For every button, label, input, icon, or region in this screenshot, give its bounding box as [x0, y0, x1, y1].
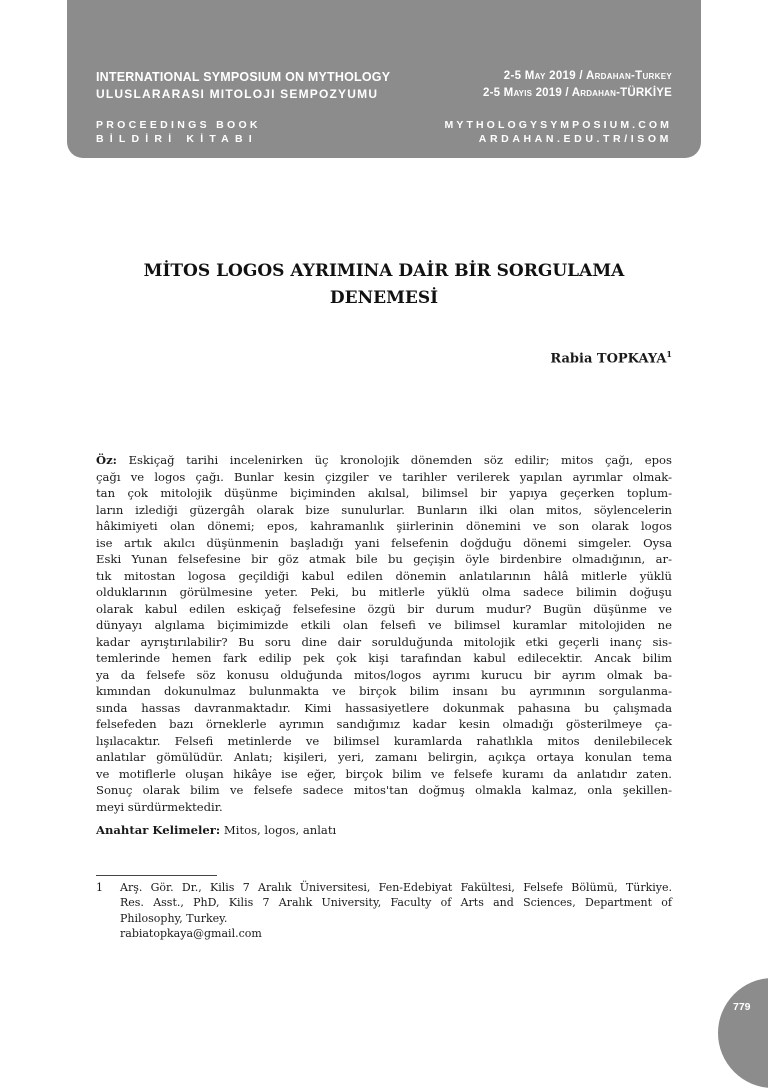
footnote-email: rabiatopkaya@gmail.com [120, 926, 262, 940]
author-name-text: Rabia TOPKAYA [550, 351, 667, 367]
page-number: 779 [733, 1001, 751, 1013]
abstract-line: tık mitostan logosa geçildiği kabul edilen dönemin anlatılarının hâlâ mitlerle yüklü [96, 568, 672, 583]
abstract-line: felsefeden bazı örneklerle ayrımın sandığımız kadar kesin olmadığı gösterilmeye ça- [96, 717, 672, 731]
footnote-body [120, 880, 672, 941]
footnote-line: Res. Asst., PhD, Kilis 7 Aralık University, Faculty of Arts and Sciences, Department of [120, 896, 672, 910]
footnote-divider [96, 875, 217, 876]
abstract-line: ve motiflerle oluşan hikâye ise eğer, birçok bilim ve felsefe kuramı da anlatıdır zaten. [96, 766, 672, 781]
author-footnote-marker: 1 [666, 349, 672, 359]
abstract-line: meyi sürdürmektedir. [96, 799, 223, 814]
abstract-label: Öz: [96, 453, 117, 467]
footnote-line: Arş. Gör. Dr., Kilis 7 Aralık Üniversitesi, Fen-Edebiyat Fakültesi, Felsefe Bölümü, Türkiye. [120, 881, 672, 894]
keywords [96, 822, 672, 838]
abstract-line: lışılacaktır. Felsefi metinlerde ve bilimsel kuramlarda rahatlıkla mitos denilebilecek [96, 733, 672, 748]
abstract-line: anlatılar gömülüdür. Anlatı; kişileri, yeri, zamanı belirgin, açıkça ortaya konulan tema [96, 750, 672, 764]
article-title: MİTOS LOGOS AYRIMINA DAİR BİR SORGULAMA DENEMESİ [143, 261, 625, 308]
abstract-line: kımından dokunulmaz bulunmakta ve birçok bilim insanı bu ayrımının sorgulanma- [96, 684, 672, 698]
abstract-line: tan çok mitolojik düşünme biçiminden akılsal, bilimsel bir yapıya geçerken toplum- [96, 486, 672, 500]
abstract-line: ya da felsefe söz konusu olduğunda mitos/logos ayrımı kurucu bir ayrım olmak ba- [96, 667, 672, 682]
keywords-value: Mitos, logos, anlatı [223, 823, 337, 837]
author-name [550, 349, 672, 366]
abstract-line: Eski Yunan felsefesine bir göz atmak bile bu geçişin öyle birdenbire olmadığının, ar- [96, 552, 672, 566]
abstract-line: temlerinde hemen fark edilip pek çok kişi tarafından kabul edilecektir. Ancak bilim [96, 651, 672, 665]
abstract-line: olduklarının görülmesine yeter. Peki, bu mitlerle yüklü olma sadece bilimin doğuşu [96, 585, 672, 599]
abstract-line: ise artık akılcı düşünmenin başladığı yani felsefenin doğduğu dönemi simgeler. Oysa [96, 535, 672, 550]
bildiri-kitabi-label: BİLDİRİ KİTABI [96, 133, 258, 145]
abstract-line: kadar ayrıştırılabilir? Bu soru dine dair sorulduğunda mitolojik etki geçerli inanç sis- [96, 634, 672, 649]
footnote-number: 1 [96, 881, 103, 894]
header-band [67, 0, 701, 158]
symposium-name-english: INTERNATIONAL SYMPOSIUM ON MYTHOLOGY [96, 70, 391, 84]
symposium-name-turkish: ULUSLARARASI MITOLOJI SEMPOZYUMU [96, 87, 379, 101]
abstract-line: ların izlediği güzergâh olarak bize sunulurlar. Bunların ilki olan mitos, söylencelerin [96, 502, 672, 517]
page-number-tab [718, 978, 768, 1088]
university-website: ARDAHAN.EDU.TR/ISOM [478, 133, 672, 145]
footnote-line: Philosophy, Turkey. [120, 911, 228, 925]
footnote [96, 880, 672, 941]
abstract-line: Sonuç olarak bilim ve felsefe sadece mitos'tan doğmuş olmakla kalmaz, onla şekillen- [96, 783, 672, 797]
abstract-line: çağı ve logos çağı. Bunlar kesin çizgiler ve tarihler verilerek yapılan ayrımlar olmak- [96, 469, 672, 484]
abstract-line: sında hassas davranmaktadır. Kimi hassasiyetlere dokunmak pahasına bu çalışmada [96, 700, 672, 715]
abstract-line: olarak kabul edilen eskiçağ felsefesine özgü bir durum mudur? Bugün düşünme ve [96, 601, 672, 616]
symposium-date-turkish: 2-5 Mayıs 2019 / Ardahan-TÜRKİYE [483, 87, 672, 99]
symposium-date-english: 2-5 May 2019 / Ardahan-Turkey [503, 70, 672, 82]
proceedings-book-label: PROCEEDINGS BOOK [96, 119, 261, 131]
abstract-line: Öz: Eskiçağ tarihi incelenirken üç kronolojik dönemden söz edilir; mitos çağı, epos [96, 453, 672, 467]
abstract-line: dünyayı algılama biçimimizde etkili olan felsefi ve bilimsel kuramlar mitolojiden ne [96, 618, 672, 632]
abstract [96, 452, 672, 815]
abstract-line: hâkimiyeti olan dönemi; epos, kahramanlık şiirlerinin dönemini ve son olarak logos [96, 519, 672, 533]
keywords-label: Anahtar Kelimeler: [96, 823, 221, 837]
symposium-website: MYTHOLOGYSYMPOSIUM.COM [444, 119, 672, 131]
